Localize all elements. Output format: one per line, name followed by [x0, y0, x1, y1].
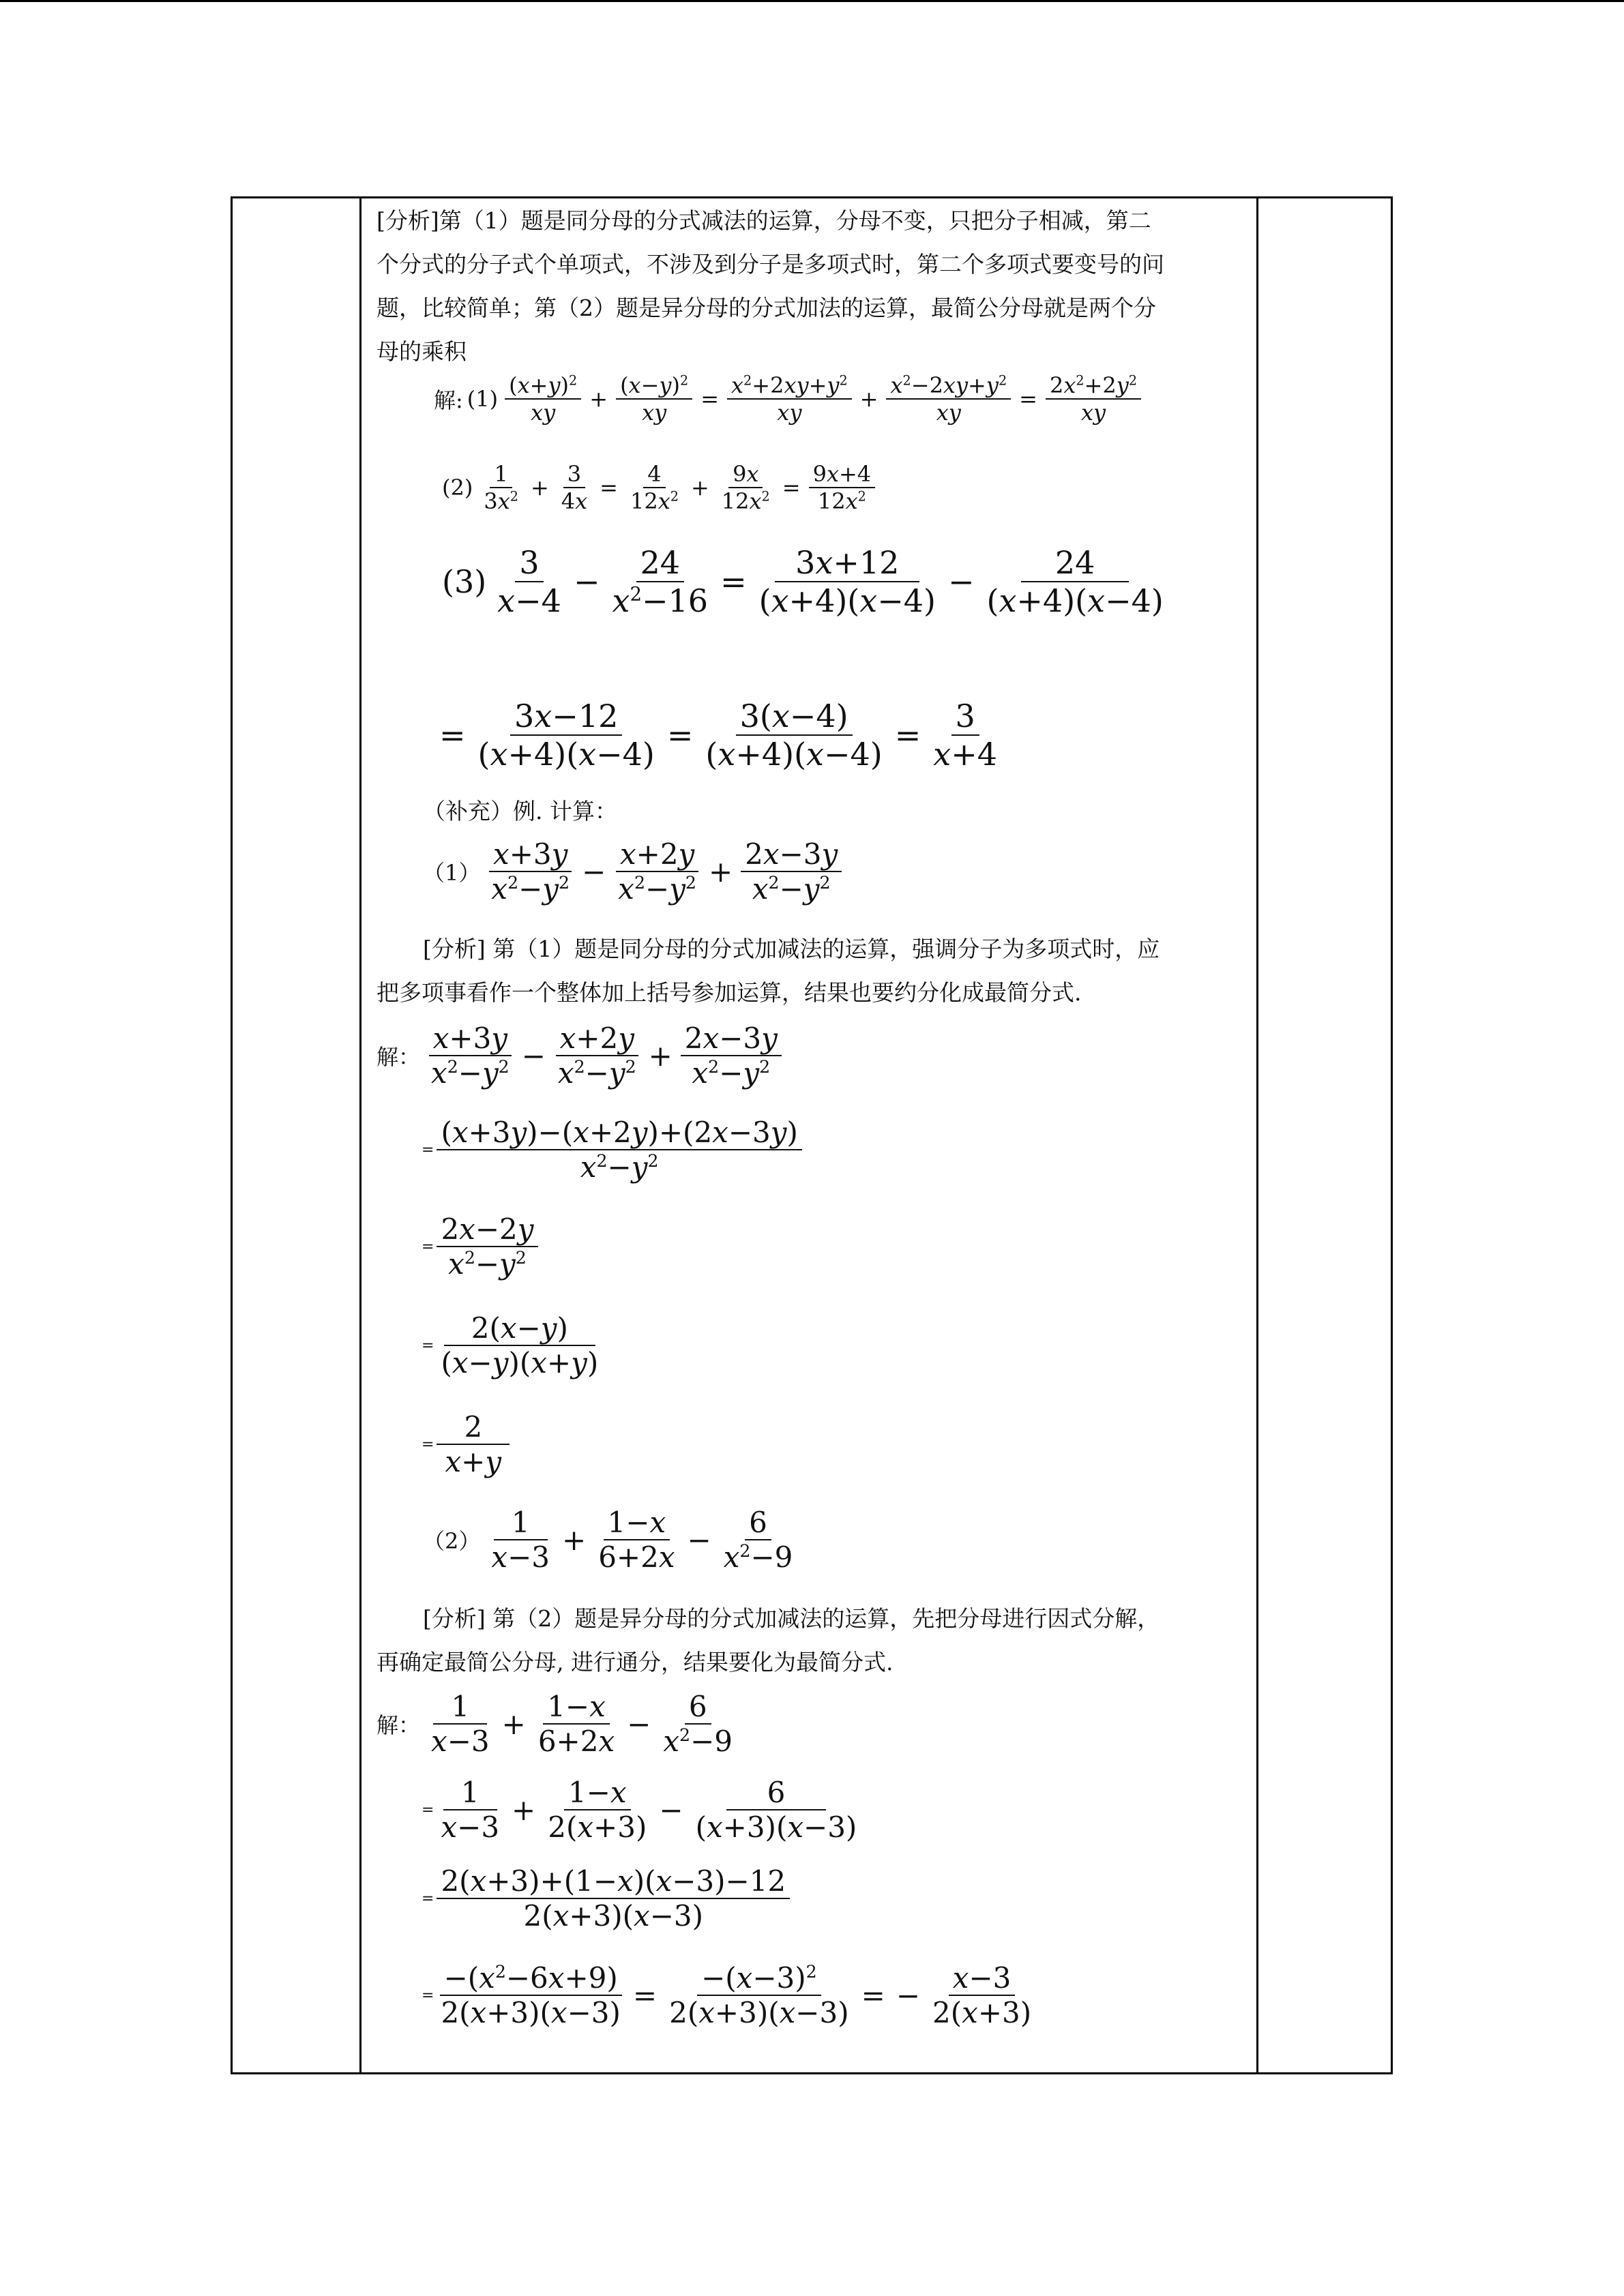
- supplement-solution-1-step-4: = $\frac{2(x-y)}{(x-y)(x+y)}$: [422, 1311, 599, 1380]
- analysis2-line-2: 把多项事看作一个整体加上括号参加运算，结果也要约分化成最简分式.: [377, 979, 1082, 1006]
- solution-2-equation: (2) $\frac{1}{3x^2}$ + $\frac{3}{4x}$ = $\frac{4}{12x^2}$ + $\frac{9x}{12x^2}$ = $\frac{9x+4}{12x^2}$: [442, 461, 878, 514]
- analysis1-line-4: 母的乘积: [377, 338, 467, 365]
- supplement-solution-2-step-2: = $\frac{1}{x-3}$ + $\frac{1-x}{2(x+3)}$ − $\frac{6}{(x+3)(x-3)}$: [422, 1776, 857, 1844]
- solution-1-equation: 解: (1) $\frac{(x+y)^2}{xy}$ + $\frac{(x-y)^2}{xy}$ = $\frac{x^2+2xy+y^2}{xy}$ + $\frac{x^2-2xy+y^2}{xy}$ = $\frac{2x^2+2y^2}{xy}$: [434, 372, 1144, 426]
- supplement-solution-1-step-3: = $\frac{2x-2y}{x^2-y^2}$: [422, 1212, 541, 1281]
- analysis1-line-1: [分析]第（1）题是同分母的分式减法的运算，分母不变，只把分子相减，第二: [377, 207, 1151, 234]
- supplement-solution-1-step-5: = $\frac{2}{x+y}$: [422, 1410, 512, 1478]
- solution-index-1: (1): [467, 386, 499, 412]
- page-top-border: [0, 0, 1624, 2]
- analysis1-line-2: 个分式的分子式个单项式，不涉及到分子是多项式时，第二个多项式要变号的问: [377, 251, 1164, 278]
- content-cell: [377, 196, 1247, 2074]
- solution-label: 解:: [434, 387, 463, 413]
- solution-label-1: 解：: [377, 1044, 421, 1070]
- solution-index-2: (2): [442, 475, 473, 501]
- analysis1-line-3: 题，比较简单；第（2）题是异分母的分式加法的运算，最简公分母就是两个分: [377, 295, 1156, 321]
- column-divider-2: [1256, 198, 1258, 2072]
- solution-label-2: 解：: [377, 1712, 421, 1738]
- supplement-solution-2-step-3: = $\frac{2(x+3)+(1-x)(x-3)-12}{2(x+3)(x-3)}$: [422, 1864, 793, 1933]
- solution-3-continued: = $\frac{3x-12}{(x+4)(x-4)}$ = $\frac{3(x-4)}{(x+4)(x-4)}$ = $\frac{3}{x+4}$: [439, 698, 998, 773]
- supplement-problem-1: （1） $\frac{x+3y}{x^2-y^2}$ − $\frac{x+2y}{x^2-y^2}$ + $\frac{2x-3y}{x^2-y^2}$: [423, 837, 844, 906]
- supplement-index-1: （1）: [423, 860, 481, 886]
- analysis3-line-1: [分析] 第（2）题是异分母的分式加减法的运算，先把分母进行因式分解，: [423, 1605, 1160, 1632]
- supplement-title: （补充）例. 计算：: [423, 798, 617, 824]
- solution-3-equation: (3) $\frac{3}{x-4}$ − $\frac{24}{x^2-16}$ = $\frac{3x+12}{(x+4)(x-4)}$ − $\frac{24}{(x+4)(x-4)}$: [442, 544, 1164, 619]
- column-divider-1: [359, 198, 361, 2072]
- analysis2-line-1: [分析] 第（1）题是同分母的分式加减法的运算，强调分子为多项式时，应: [423, 936, 1160, 962]
- supplement-problem-2: （2） $\frac{1}{x-3}$ + $\frac{1-x}{6+2x}$ − $\frac{6}{x^2-9}$: [423, 1506, 793, 1574]
- supplement-solution-2-step-1: 解： $\frac{1}{x-3}$ + $\frac{1-x}{6+2x}$ − $\frac{6}{x^2-9}$: [377, 1690, 733, 1758]
- solution-index-3: (3): [442, 563, 487, 600]
- supplement-solution-2-step-4: = $\frac{-(x^2-6x+9)}{2(x+3)(x-3)}$ = $\frac{-(x-3)^2}{2(x+3)(x-3)}$ = − $\frac{x-3}{2(x+3)}$: [422, 1961, 1032, 2029]
- analysis3-line-2: 再确定最简公分母, 进行通分，结果要化为最简分式.: [377, 1649, 894, 1675]
- supplement-solution-1-step-1: 解： $\frac{x+3y}{x^2-y^2}$ − $\frac{x+2y}{x^2-y^2}$ + $\frac{2x-3y}{x^2-y^2}$: [377, 1022, 784, 1090]
- supplement-index-2: （2）: [423, 1528, 481, 1554]
- supplement-solution-1-step-2: = $\frac{(x+3y)-(x+2y)+(2x-3y)}{x^2-y^2}$: [422, 1116, 805, 1184]
